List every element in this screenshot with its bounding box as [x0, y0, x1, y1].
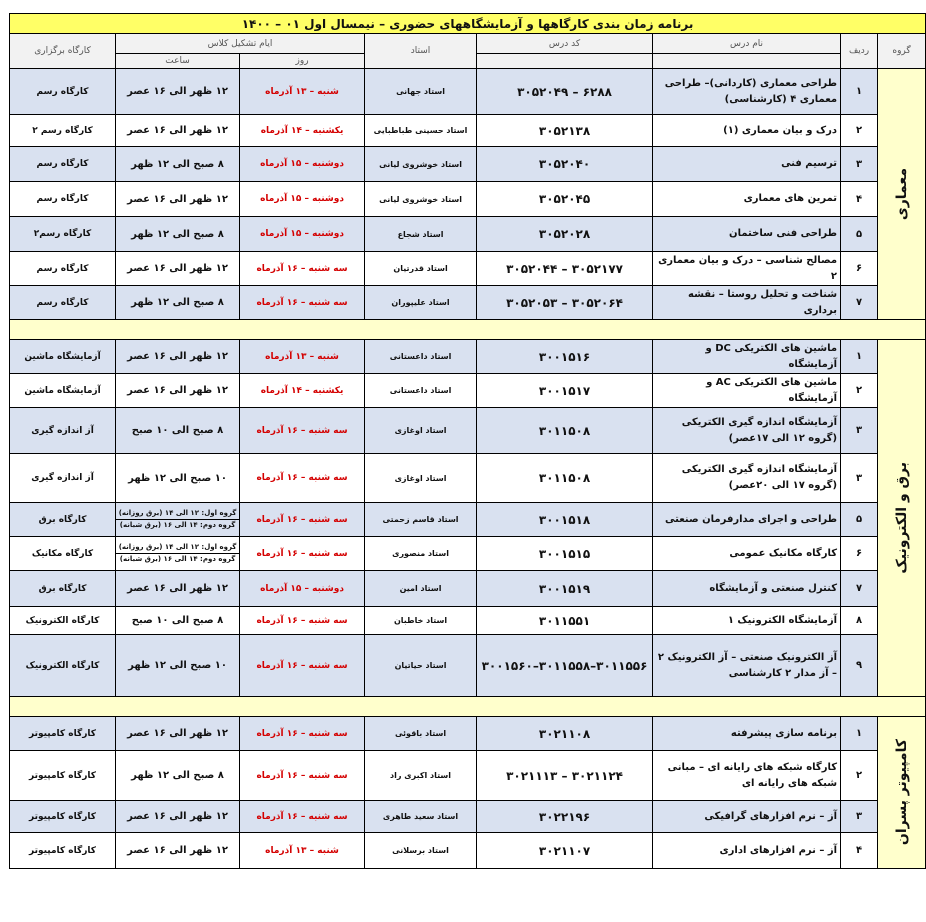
class-day: سه شنبه – ۱۶ آذرماه [240, 801, 365, 833]
workshop-name: کارگاه رسم [10, 286, 116, 320]
row-number: ۴ [841, 833, 878, 869]
group-name: کامپیوتر پسران [893, 739, 910, 846]
class-day: سه شنبه – ۱۶ آذرماه [240, 286, 365, 320]
class-day: سه شنبه – ۱۶ آذرماه [240, 252, 365, 286]
table-row [10, 717, 926, 751]
header-day: روز [240, 54, 365, 69]
table-row [10, 147, 926, 182]
course-name: آزمایشگاه اندازه گیری الکتریکی (گروه ۱۷ الی ۲۰عصر) [653, 454, 841, 503]
class-day: سه شنبه – ۱۶ آذرماه [240, 607, 365, 635]
course-name: تمرین های معماری [653, 182, 841, 217]
professor: استاد داعستانی [365, 340, 477, 374]
class-hour: ۱۲ ظهر الی ۱۶ عصر [116, 571, 240, 607]
table-row [10, 571, 926, 607]
row-number: ۶ [841, 252, 878, 286]
class-hour: ۱۲ ظهر الی ۱۶ عصر [116, 115, 240, 147]
workshop-name: کارگاه رسم [10, 147, 116, 182]
group-label [878, 340, 926, 697]
workshop-name: کارگاه الکترونیک [10, 635, 116, 697]
table-row [10, 607, 926, 635]
header-radif: ردیف [841, 34, 878, 69]
course-name: آزمایشگاه اندازه گیری الکتریکی (گروه ۱۲ الی ۱۷عصر) [653, 408, 841, 454]
row-number: ۳ [841, 147, 878, 182]
group-separator [10, 697, 926, 717]
professor: استاد حسینی طباطبایی [365, 115, 477, 147]
header-professor: استاد [365, 34, 477, 69]
course-code: ۳۰۲۱۱۰۸ [477, 717, 653, 751]
header-course-name: نام درس [653, 34, 841, 54]
group-separator [10, 320, 926, 340]
class-hour: ۱۲ ظهر الی ۱۶ عصر [116, 374, 240, 408]
course-code: ۳۰۰۱۵۱۵ [477, 537, 653, 571]
group-label [878, 69, 926, 320]
professor: استاد باقوئی [365, 717, 477, 751]
header-group: گروه [878, 34, 926, 69]
class-day: دوشنبه – ۱۵ آذرماه [240, 147, 365, 182]
professor: استاد علیپوران [365, 286, 477, 320]
table-row [10, 833, 926, 869]
row-number: ۷ [841, 286, 878, 320]
table-row [10, 182, 926, 217]
class-day: شنبه – ۱۳ آذرماه [240, 340, 365, 374]
class-hour: ۸ صبح الی ۱۲ ظهر [116, 751, 240, 801]
course-name: کنترل صنعتی و آزمایشگاه [653, 571, 841, 607]
workshop-name: کارگاه رسم [10, 69, 116, 115]
workshop-name: کارگاه کامپیوتر [10, 751, 116, 801]
professor: استاد اوغازی [365, 454, 477, 503]
class-hour: ۸ صبح الی ۱۲ ظهر [116, 147, 240, 182]
course-code: ۳۰۰۱۵۱۶ [477, 340, 653, 374]
course-code: ۳۰۵۲۱۷۷ – ۳۰۵۲۰۴۴ [477, 252, 653, 286]
class-hour-line: گروه دوم: ۱۴ الی ۱۶ (برق شبانه) [119, 555, 236, 563]
class-day: شنبه – ۱۳ آذرماه [240, 69, 365, 115]
row-number: ۱ [841, 69, 878, 115]
professor: استاد برسلانی [365, 833, 477, 869]
header-course-code: کد درس [477, 34, 653, 54]
class-day: دوشنبه – ۱۵ آذرماه [240, 571, 365, 607]
row-number: ۹ [841, 635, 878, 697]
workshop-name: کارگاه مکانیک [10, 537, 116, 571]
schedule-page [9, 13, 911, 869]
course-name: ماشین های الکتریکی DC و آزمایشگاه [653, 340, 841, 374]
class-day: سه شنبه – ۱۶ آذرماه [240, 537, 365, 571]
row-number: ۳ [841, 408, 878, 454]
course-code: ۳۰۵۲۰۴۰ [477, 147, 653, 182]
class-hour [116, 503, 240, 537]
workshop-name: کارگاه رسم [10, 182, 116, 217]
header-class-days: ایام تشکیل کلاس [116, 34, 365, 54]
class-day: سه شنبه – ۱۶ آذرماه [240, 717, 365, 751]
row-number: ۳ [841, 454, 878, 503]
row-number: ۶ [841, 537, 878, 571]
table-row [10, 454, 926, 503]
professor: استاد منصوری [365, 537, 477, 571]
class-hour: ۱۰ صبح الی ۱۲ ظهر [116, 635, 240, 697]
row-number: ۵ [841, 217, 878, 252]
workshop-name: آز اندازه گیری [10, 454, 116, 503]
class-hour: ۸ صبح الی ۱۰ صبح [116, 408, 240, 454]
course-code: ۳۰۱۱۵۰۸ [477, 454, 653, 503]
course-code: ۳۰۱۱۵۰۸ [477, 408, 653, 454]
class-hour [116, 537, 240, 571]
page-title: برنامه زمان بندی کارگاهها و آزمایشگاههای حضوری – نیمسال اول ۰۱ – ۱۴۰۰ [10, 14, 926, 34]
course-name: طراحی و اجرای مدارفرمان صنعتی [653, 503, 841, 537]
row-number: ۷ [841, 571, 878, 607]
class-hour: ۱۲ ظهر الی ۱۶ عصر [116, 340, 240, 374]
table-row [10, 69, 926, 115]
course-name: ماشین های الکتریکی AC و آزمایشگاه [653, 374, 841, 408]
workshop-name: آزمایشگاه ماشین [10, 340, 116, 374]
professor: استاد امین [365, 571, 477, 607]
table-row [10, 115, 926, 147]
professor: استاد حیاتیان [365, 635, 477, 697]
course-name: کارگاه شبکه های رایانه ای – مبانی شبکه های رایانه ای [653, 751, 841, 801]
table-row [10, 801, 926, 833]
class-hour-line: گروه اول: ۱۲ الی ۱۴ (برق روزانه) [116, 508, 239, 520]
class-hour: ۱۰ صبح الی ۱۲ ظهر [116, 454, 240, 503]
table-row [10, 286, 926, 320]
header-blank-2 [477, 54, 653, 69]
group-name: برق و الکترونیک [893, 462, 910, 574]
workshop-name: کارگاه برق [10, 503, 116, 537]
professor: استاد جهانی [365, 69, 477, 115]
workshop-name: کارگاه رسم۲ [10, 217, 116, 252]
class-hour: ۸ صبح الی ۱۲ ظهر [116, 286, 240, 320]
course-code: ۳۰۵۲۰۶۴ – ۳۰۵۲۰۵۳ [477, 286, 653, 320]
workshop-name: کارگاه کامپیوتر [10, 833, 116, 869]
row-number: ۲ [841, 751, 878, 801]
header-blank-1 [653, 54, 841, 69]
table-row [10, 252, 926, 286]
class-day: سه شنبه – ۱۶ آذرماه [240, 503, 365, 537]
workshop-name: کارگاه کامپیوتر [10, 717, 116, 751]
class-day: سه شنبه – ۱۶ آذرماه [240, 635, 365, 697]
course-code: ۳۰۰۱۵۱۹ [477, 571, 653, 607]
row-number: ۱ [841, 340, 878, 374]
course-name: برنامه سازی پیشرفته [653, 717, 841, 751]
class-hour-line: گروه دوم: ۱۴ الی ۱۶ (برق شبانه) [119, 521, 236, 529]
professor: استاد قاسم زحمتی [365, 503, 477, 537]
course-code: ۳۰۲۲۱۹۶ [477, 801, 653, 833]
row-number: ۸ [841, 607, 878, 635]
course-code: ۶۲۸۸ – ۳۰۵۲۰۴۹ [477, 69, 653, 115]
class-hour: ۱۲ ظهر الی ۱۶ عصر [116, 69, 240, 115]
class-day: یکشنبه – ۱۴ آذرماه [240, 374, 365, 408]
schedule-table [9, 13, 926, 869]
class-day: دوشنبه – ۱۵ آذرماه [240, 217, 365, 252]
table-row [10, 408, 926, 454]
course-code: ۳۰۱۱۵۵۱ [477, 607, 653, 635]
course-name: طراحی معماری (کاردانی)– طراحی معماری ۴ (کارشناسی) [653, 69, 841, 115]
course-code: ۳۰۰۱۵۱۸ [477, 503, 653, 537]
course-name: ترسیم فنی [653, 147, 841, 182]
professor: استاد اکبری راد [365, 751, 477, 801]
table-row [10, 503, 926, 537]
course-code: ۳۰۱۱۵۵۶–۳۰۱۱۵۵۸–۳۰۰۱۵۶۰ [477, 635, 653, 697]
course-name: آزمایشگاه الکترونیک ۱ [653, 607, 841, 635]
table-row [10, 340, 926, 374]
workshop-name: کارگاه رسم [10, 252, 116, 286]
course-name: مصالح شناسی – درک و بیان معماری ۲ [653, 252, 841, 286]
row-number: ۴ [841, 182, 878, 217]
course-name: آز – نرم افزارهای گرافیکی [653, 801, 841, 833]
course-code: ۳۰۵۲۰۴۵ [477, 182, 653, 217]
class-hour: ۱۲ ظهر الی ۱۶ عصر [116, 801, 240, 833]
row-number: ۱ [841, 717, 878, 751]
workshop-name: کارگاه رسم ۲ [10, 115, 116, 147]
course-name: طراحی فنی ساختمان [653, 217, 841, 252]
class-hour: ۱۲ ظهر الی ۱۶ عصر [116, 833, 240, 869]
course-code: ۳۰۲۱۱۲۴ – ۳۰۲۱۱۱۳ [477, 751, 653, 801]
course-name: درک و بیان معماری (۱) [653, 115, 841, 147]
group-name: معماری [893, 167, 910, 221]
header-hour: ساعت [116, 54, 240, 69]
class-hour: ۸ صبح الی ۱۰ صبح [116, 607, 240, 635]
course-code: ۳۰۵۲۰۲۸ [477, 217, 653, 252]
course-name: شناخت و تحلیل روستا – نقشه برداری [653, 286, 841, 320]
class-day: یکشنبه – ۱۴ آذرماه [240, 115, 365, 147]
professor: استاد سعید طاهری [365, 801, 477, 833]
workshop-name: کارگاه برق [10, 571, 116, 607]
row-number: ۳ [841, 801, 878, 833]
class-hour: ۸ صبح الی ۱۲ ظهر [116, 217, 240, 252]
table-row [10, 537, 926, 571]
table-row [10, 751, 926, 801]
class-day: دوشنبه – ۱۵ آذرماه [240, 182, 365, 217]
professor: استاد قدرتیان [365, 252, 477, 286]
course-code: ۳۰۲۱۱۰۷ [477, 833, 653, 869]
row-number: ۵ [841, 503, 878, 537]
class-day: شنبه – ۱۳ آذرماه [240, 833, 365, 869]
class-day: سه شنبه – ۱۶ آذرماه [240, 408, 365, 454]
row-number: ۲ [841, 374, 878, 408]
course-code: ۳۰۵۲۱۳۸ [477, 115, 653, 147]
professor: استاد اوغازی [365, 408, 477, 454]
group-label [878, 717, 926, 869]
class-hour: ۱۲ ظهر الی ۱۶ عصر [116, 717, 240, 751]
course-name: آز – نرم افزارهای اداری [653, 833, 841, 869]
workshop-name: کارگاه کامپیوتر [10, 801, 116, 833]
row-number: ۲ [841, 115, 878, 147]
table-row [10, 374, 926, 408]
course-code: ۳۰۰۱۵۱۷ [477, 374, 653, 408]
professor: استاد خوشروی لیانی [365, 182, 477, 217]
workshop-name: کارگاه الکترونیک [10, 607, 116, 635]
class-day: سه شنبه – ۱۶ آذرماه [240, 751, 365, 801]
class-hour: ۱۲ ظهر الی ۱۶ عصر [116, 182, 240, 217]
workshop-name: آزمایشگاه ماشین [10, 374, 116, 408]
professor: استاد داعستانی [365, 374, 477, 408]
professor: استاد خاطبان [365, 607, 477, 635]
class-hour: ۱۲ ظهر الی ۱۶ عصر [116, 252, 240, 286]
class-hour-line: گروه اول: ۱۲ الی ۱۴ (برق روزانه) [116, 542, 239, 554]
course-name: کارگاه مکانیک عمومی [653, 537, 841, 571]
header-workshop: کارگاه برگزاری [10, 34, 116, 69]
course-name: آز الکترونیک صنعتی – آز الکترونیک ۲ – آز مدار ۲ کارشناسی [653, 635, 841, 697]
class-day: سه شنبه – ۱۶ آذرماه [240, 454, 365, 503]
table-row [10, 635, 926, 697]
professor: استاد خوشروی لیانی [365, 147, 477, 182]
table-row [10, 217, 926, 252]
workshop-name: آز اندازه گیری [10, 408, 116, 454]
professor: استاد شجاع [365, 217, 477, 252]
